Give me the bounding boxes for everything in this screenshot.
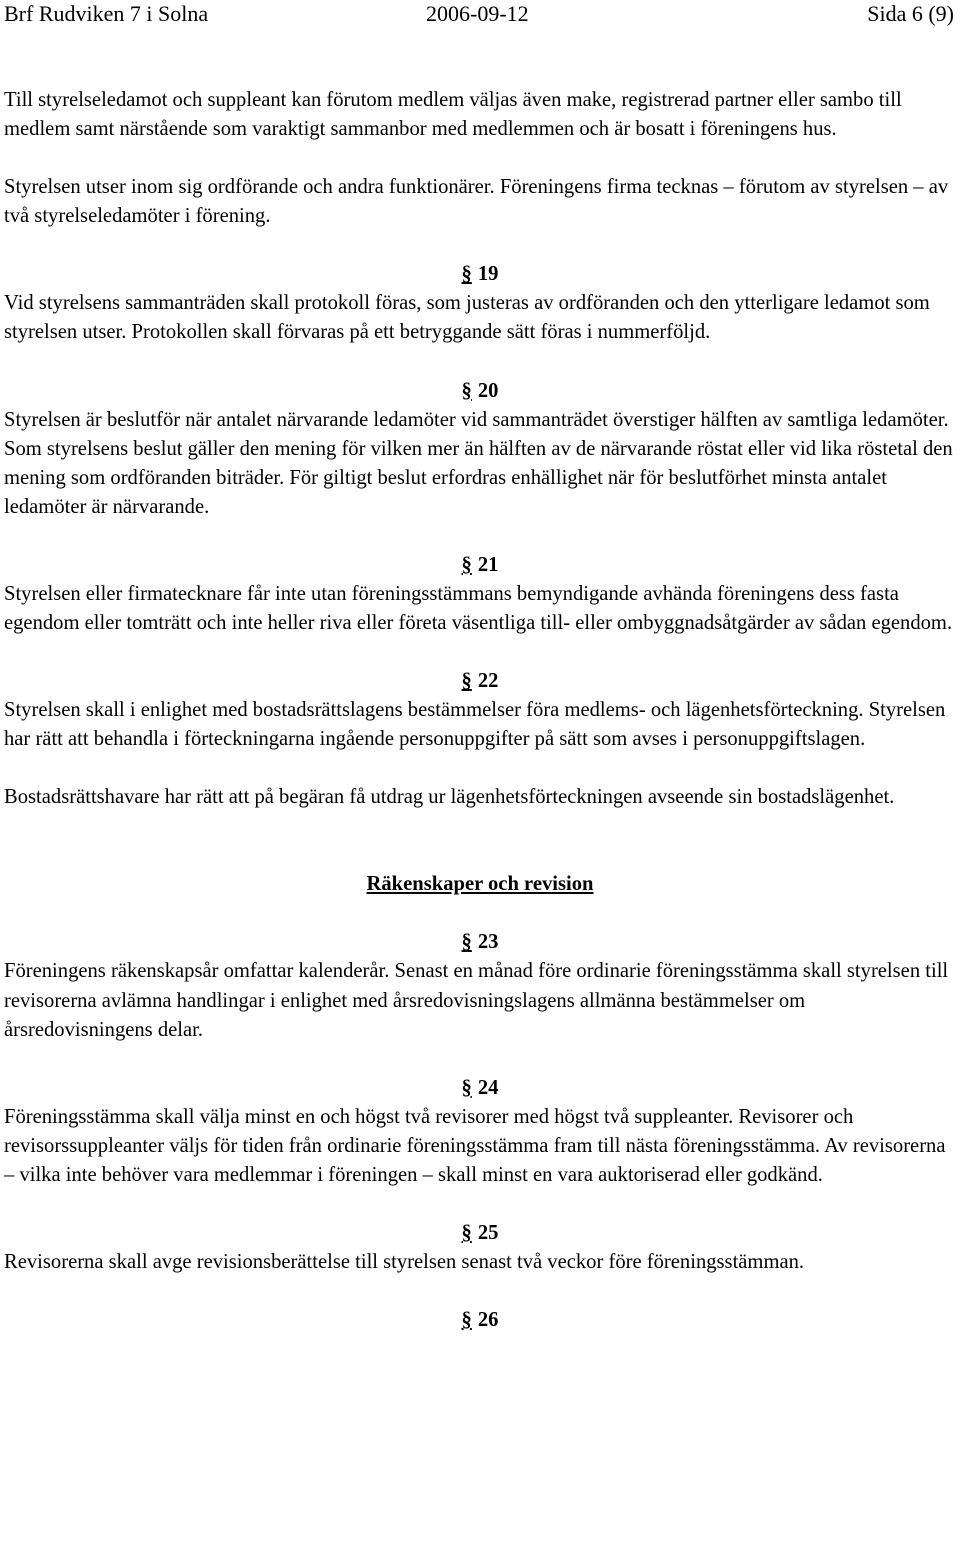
section-number: 20 (477, 379, 499, 402)
section-number: 24 (477, 1076, 499, 1099)
section-20-heading (4, 377, 956, 406)
section-25-text: Revisorerna skall avge revisionsberättelse till styrelsen senast två veckor före föreningsstämman. (4, 1250, 805, 1273)
header-date: 2006-09-12 (426, 1, 529, 26)
section-21 (4, 551, 956, 638)
section-number: 26 (477, 1309, 499, 1332)
paragraph-sign: § (461, 931, 472, 954)
page-header (0, 0, 960, 30)
section-21-text: Styrelsen eller firmatecknare får inte utan föreningsstämmans bemyndigande avhända föreningens dess fasta egendom eller tomträtt och inte heller riva eller företa väsentliga till- eller ombyggnadsåtgärder av sådan egendom. (4, 582, 953, 635)
paragraph-sign: § (461, 263, 472, 286)
section-24-text: Föreningsstämma skall välja minst en och högst två revisorer med högst två suppleanter. Revisorer och revisorssuppleanter väljs för tiden från ordinarie föreningsstämma fram till nästa föreningsstämma. Av revisorerna – vilka inte behöver vara medlemmar i föreningen – skall minst en vara auktoriserad eller godkänd. (4, 1105, 946, 1186)
paragraph-sign: § (461, 1221, 472, 1244)
section-26-heading (4, 1306, 956, 1335)
section-19-text: Vid styrelsens sammanträden skall protokoll föras, som justeras av ordföranden och den ytterligare ledamot som styrelsen utser. Protokollen skall förvaras på ett betryggande sätt föras i nummerföljd. (4, 292, 930, 344)
document-body (4, 86, 956, 1364)
intro-paragraph-1: Till styrelseledamot och suppleant kan förutom medlem väljas även make, registrerad partner eller sambo till medlem samt närstående som varaktigt sammanbor med medlemmen och är bosatt i föreningens hus. (4, 89, 902, 141)
section-number: 22 (477, 670, 499, 693)
section-23-text: Föreningens räkenskapsår omfattar kalenderår. Senast en månad före ordinarie föreningsstämma skall styrelsen till revisorerna avlämna handlingar i enlighet med årsredovisningslagens allmänna bestämmelser om årsredovisningens delar. (4, 960, 949, 1041)
section-19 (4, 260, 956, 347)
section-22-text-2: Bostadsrättshavare har rätt att på begäran få utdrag ur lägenhetsförteckningen avseende sin bostadslägenhet. (4, 786, 895, 809)
section-23-heading (4, 928, 956, 957)
section-20-text: Styrelsen är beslutför när antalet närvarande ledamöter vid sammanträdet överstiger hälften av samtliga ledamöter. Som styrelsens beslut gäller den mening för vilken mer än hälften av de närvarande röstat eller vid lika röstetal den mening som ordföranden biträder. För giltigt beslut erfordras enhällighet när för beslutförhet minsta antalet ledamöter är närvarande. (4, 408, 953, 518)
section-number: 23 (477, 931, 499, 954)
paragraph-sign: § (461, 1076, 472, 1099)
section-25 (4, 1219, 956, 1277)
section-22 (4, 667, 956, 812)
section-24-heading (4, 1074, 956, 1103)
paragraph-sign: § (461, 1309, 472, 1332)
paragraph-sign: § (461, 553, 472, 576)
header-page-number: Sida 6 (9) (867, 1, 954, 26)
section-20 (4, 377, 956, 522)
header-title: Brf Rudviken 7 i Solna (4, 1, 209, 26)
intro-paragraph-2: Styrelsen utser inom sig ordförande och andra funktionärer. Föreningens firma tecknas – förutom av styrelsen – av två styrelseledamöter i förening. (4, 176, 949, 228)
paragraph-sign: § (461, 379, 472, 402)
section-25-heading (4, 1219, 956, 1248)
chapter-heading: Räkenskaper och revision (366, 873, 594, 896)
section-26 (4, 1306, 956, 1335)
section-21-heading (4, 551, 956, 580)
section-19-heading (4, 260, 956, 289)
section-number: 19 (477, 263, 499, 286)
section-23 (4, 928, 956, 1044)
section-22-heading (4, 667, 956, 696)
section-22-text: Styrelsen skall i enlighet med bostadsrättslagens bestämmelser föra medlems- och lägenhetsförteckning. Styrelsen har rätt att behandla i förteckningarna ingående personuppgifter på sätt som avses i personuppgiftslagen. (4, 699, 946, 751)
paragraph-sign: § (461, 670, 472, 693)
section-24 (4, 1074, 956, 1190)
section-number: 25 (477, 1221, 499, 1244)
section-number: 21 (477, 553, 499, 576)
